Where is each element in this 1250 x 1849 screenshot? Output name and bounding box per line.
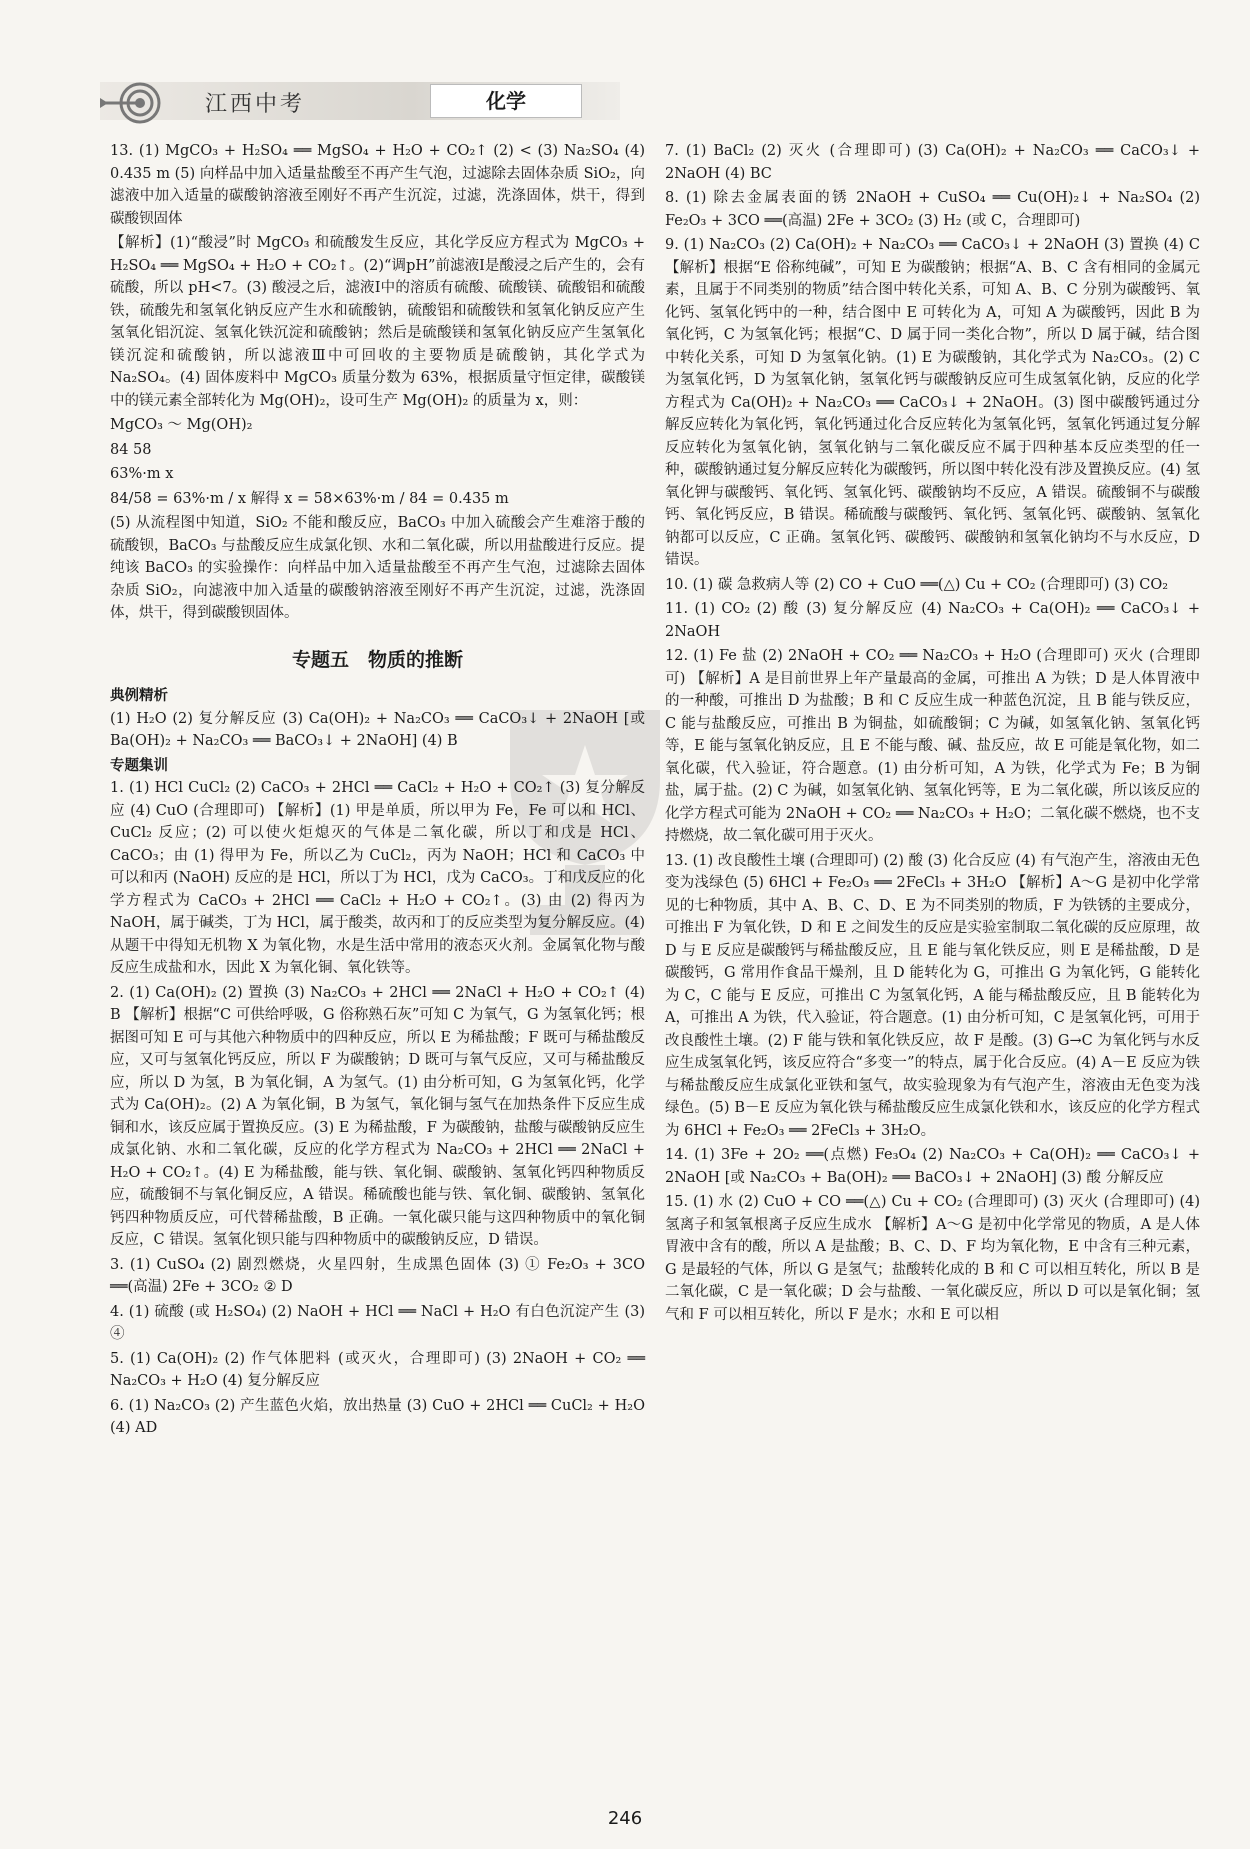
example-answer: (1) H₂O (2) 复分解反应 (3) Ca(OH)₂ + Na₂CO₃ ══ CaCO₃↓ + 2NaOH [或 Ba(OH)₂ + Na₂CO₃ ══ BaCO₃↓ + 2NaOH] (4) B: [110, 710, 645, 749]
answer-9: 9. (1) Na₂CO₃ (2) Ca(OH)₂ + Na₂CO₃ ══ CaCO₃↓ + 2NaOH (3) 置换 (4) C 【解析】根据“E 俗称纯碱”，可知 E 为碳酸钠；根据“A、B、C 含有相同的金属元素，且属于不同类别的物质”结合图中转化关系，可知 A、B、C 分别为碳酸钙、氧化钙、氢氧化钙中的一种，结合图中 E 可转化为 A，可知 A 为碳酸钙，因此 B 为氧化钙，C 为氢氧化钙；根据“C、D 属于同一类化合物”，所以 D 属于碱，结合图中转化关系，可知 D 为氢氧化钠。(1) E 为碳酸钠，其化学式为 Na₂CO₃。(2) C 为氢氧化钙，D 为氢氧化钠，氢氧化钙与碳酸钠反应可生成氢氧化钠，反应的化学方程式为 Ca(OH)₂ + Na₂CO₃ ══ CaCO₃↓ + 2NaOH。(3) 图中碳酸钙通过分解反应转化为氧化钙，氧化钙通过化合反应转化为氢氧化钙，氢氧化钙通过复分解反应转化为氢氧化钠，氢氧化钠与二氧化碳反应不属于四种基本反应类型的任一种，碳酸钠通过复分解反应转化为碳酸钙，所以图中转化没有涉及置换反应。(4) 氢氧化钾与碳酸钙、氧化钙、氢氧化钙、碳酸钠均不反应，A 错误。硫酸铜不与碳酸钙、氧化钙反应，B 错误。稀硫酸与碳酸钙、氧化钙、氢氧化钙、碳酸钠、氢氧化钠都可以反应，C 正确。氢氧化钙、碳酸钙、碳酸钠和氢氧化钠均不与水反应，D 错误。: [665, 237, 1200, 568]
training-heading: 专题集训: [110, 757, 168, 774]
answer-13-right: 13. (1) 改良酸性土壤 (合理即可) (2) 酸 (3) 化合反应 (4) 有气泡产生，溶液由无色变为浅绿色 (5) 6HCl + Fe₂O₃ ══ 2FeCl₃ + 3H₂O 【解析】A～G 是初中化学常见的七种物质，其中 A、B、C、D、E 为不同类别的物质，F 为铁锈的主要成分，可推出 F 为氧化铁，D 和 E 之间发生的反应是实验室制取二氧化碳的反应原理，故 D 与 E 反应是碳酸钙与稀盐酸反应，且 E 能与氧化铁反应，则 E 是稀盐酸，D 是碳酸钙，G 常用作食品干燥剂，且 D 能转化为 G，可推出 G 为氧化钙，G 能转化为 C，C 能与 E 反应，可推出 C 为氢氧化钙，A 能与稀盐酸反应，且 B 能转化为 A，可推出 A 为铁，代入验证，符合题意。(1) 由分析可知，C 是氢氧化钙，可用于改良酸性土壤。(2) F 能与铁和氧化铁反应，故 F 是酸。(3) G→C 为氧化钙与水反应生成氢氧化钙，该反应符合“多变一”的特点，属于化合反应。(4) A－E 反应为铁与稀盐酸反应生成氯化亚铁和氢气，故实验现象为有气泡产生，溶液由无色变为浅绿色。(5) B－E 反应为氧化铁与稀盐酸反应生成氯化铁和水，该反应的化学方程式为 6HCl + Fe₂O₃ ══ 2FeCl₃ + 3H₂O。: [665, 852, 1201, 1139]
calc-line-1: MgCO₃ ～ Mg(OH)₂: [110, 417, 253, 433]
answer-13-part5: (5) 从流程图中知道，SiO₂ 不能和酸反应，BaCO₃ 中加入硫酸会产生难溶于酸的硫酸钡，BaCO₃ 与盐酸反应生成氯化钡、水和二氧化碳，所以用盐酸进行反应。提纯该 BaCO₃ 的实验操作：向样品中加入适量盐酸至不再产生气泡，过滤除去固体杂质 SiO₂，向滤液中加入适量的碳酸钠溶液至刚好不再产生沉淀，过滤，洗涤固体，烘干，得到碳酸钡固体。: [110, 515, 645, 621]
answer-12: 12. (1) Fe 盐 (2) 2NaOH + CO₂ ══ Na₂CO₃ + H₂O (合理即可) 灭火 (合理即可) 【解析】A 是目前世界上年产量最高的金属，可推出 A 为铁；D 是人体胃液中的一种酸，可推出 D 为盐酸；B 和 C 反应生成一种蓝色沉淀，且 B 能与铁反应，C 能与盐酸反应，可推出 B 为铜盐，如硫酸铜；C 为碱，如氢氧化钠、氢氧化钙等，E 能与氢氧化钠反应，且 E 不能与酸、碱、盐反应，故 E 可能是氧化物，如二氧化碳，代入验证，符合题意。(1) 由分析可知，A 为铁，化学式为 Fe；B 为铜盐，属于盐。(2) C 为碱，如氢氧化钠、氢氧化钙等，E 为二氧化碳，所以该反应的化学方程式可能为 2NaOH + CO₂ ══ Na₂CO₃ + H₂O；二氧化碳不燃烧，也不支持燃烧，故二氧化碳可用于灭火。: [665, 648, 1200, 844]
training-6: 6. (1) Na₂CO₃ (2) 产生蓝色火焰，放出热量 (3) CuO + 2HCl ══ CuCl₂ + H₂O (4) AD: [110, 1397, 645, 1436]
calc-line-3: 63%·m x: [110, 466, 174, 482]
training-3: 3. (1) CuSO₄ (2) 剧烈燃烧，火星四射，生成黑色固体 (3) ① Fe₂O₃ + 3CO ══(高温) 2Fe + 3CO₂ ② D: [110, 1256, 645, 1295]
page-number: 246: [607, 1808, 643, 1829]
subject-label: 化学: [430, 84, 582, 118]
section-title: 专题五 物质的推断: [291, 648, 463, 671]
book-title: 江西中考: [205, 92, 306, 117]
training-4: 4. (1) 硫酸 (或 H₂SO₄) (2) NaOH + HCl ══ NaCl + H₂O 有白色沉淀产生 (3) ④: [110, 1303, 645, 1342]
right-column: [665, 140, 1200, 1328]
training-2: 2. (1) Ca(OH)₂ (2) 置换 (3) Na₂CO₃ + 2HCl ══ 2NaCl + H₂O + CO₂↑ (4) B 【解析】根据“C 可供给呼吸，G 俗称熟石灰”可知 C 为氧气，G 为氢氧化钙；根据图可知 E 可与其他六种物质中的四种反应，所以 E 为稀盐酸；F 既可与稀盐酸反应，又可与氢氧化钙反应，所以 F 为碳酸钠；D 既可与氧气反应，又可与稀盐酸反应，所以 D 为氢，B 为氧化铜，A 为氢气。(1) 由分析可知，G 为氢氧化钙，化学式为 Ca(OH)₂。(2) A 为氧化铜，B 为氢气，氧化铜与氢气在加热条件下反应生成铜和水，该反应属于置换反应。(3) E 为稀盐酸，F 为碳酸钠，盐酸与碳酸钠反应生成氯化钠、水和二氧化碳，反应的化学方程式为 Na₂CO₃ + 2HCl ══ 2NaCl + H₂O + CO₂↑。(4) E 为稀盐酸，能与铁、氧化铜、碳酸钠、氢氧化钙四种物质反应，硫酸铜不与氧化铜反应，A 错误。稀硫酸也能与铁、氧化铜、碳酸钠、氢氧化钙四种物质反应，可代替稀盐酸，B 正确。一氧化碳只能与这四种物质中的氧化铜反应，C 错误。氢氧化钡只能与四种物质中的碳酸钠反应，D 错误。: [110, 984, 645, 1248]
left-column: [110, 140, 645, 1442]
calc-line-2: 84 58: [110, 441, 152, 458]
calc-line-4: 84/58 = 63%·m / x 解得 x = 58×63%·m / 84 = 0.435 m: [110, 490, 509, 507]
answer-7: 7. (1) BaCl₂ (2) 灭火 (合理即可) (3) Ca(OH)₂ + Na₂CO₃ ══ CaCO₃↓ + 2NaOH (4) BC: [665, 143, 1200, 182]
answer-15: 15. (1) 水 (2) CuO + CO ══(△) Cu + CO₂ (合理即可) (3) 灭火 (合理即可) (4) 氢离子和氢氧根离子反应生成水 【解析】A～G 是初中化学常见的物质，A 是人体胃液中含有的酸，所以 A 是盐酸；B、C、D、F 均为氧化物，E 中含有三种元素，G 是最轻的气体，所以 G 是氢气；盐酸转化成的 B 和 C 可以相互转化，所以 B 是二氧化碳，C 是一氧化碳；D 会与盐酸、一氧化碳反应，所以 D 可以是氧化铜；氢气和 F 可以相互转化，所以 F 是水；水和 E 可以相: [665, 1194, 1200, 1323]
answer-13-analysis: 【解析】(1)“酸浸”时 MgCO₃ 和硫酸发生反应，其化学反应方程式为 MgCO₃ + H₂SO₄ ══ MgSO₄ + H₂O + CO₂↑。(2)“调pH”前滤液Ⅰ是酸浸之后产生的，会有硫酸，所以 pH<7。(3) 酸浸之后，滤液Ⅰ中的溶质有硫酸、硫酸镁、硫酸铝和硫酸铁，硫酸先和氢氧化钠反应产生水和硫酸钠，硫酸铝和硫酸铁和氢氧化钠反应产生氢氧化铝沉淀、氢氧化铁沉淀和硫酸钠；然后是硫酸镁和氢氧化钠反应产生氢氧化镁沉淀和硫酸钠，所以滤液Ⅲ中可回收的主要物质是硫酸钠，其化学式为 Na₂SO₄。(4) 固体废料中 MgCO₃ 质量分数为 63%，根据质量守恒定律，碳酸镁中的镁元素全部转化为 Mg(OH)₂，设可生产 Mg(OH)₂ 的质量为 x，则：: [110, 235, 645, 409]
answer-13: 13. (1) MgCO₃ + H₂SO₄ ══ MgSO₄ + H₂O + CO₂↑ (2) < (3) Na₂SO₄ (4) 0.435 m (5) 向样品中加入适量盐酸至不再产生气泡，过滤除去固体杂质 SiO₂，向滤液中加入适量的碳酸钠溶液至刚好不再产生沉淀，过滤，洗涤固体，烘干，得到碳酸钡固体: [110, 143, 645, 227]
target-logo-icon: [100, 82, 180, 124]
answer-11: 11. (1) CO₂ (2) 酸 (3) 复分解反应 (4) Na₂CO₃ + Ca(OH)₂ ══ CaCO₃↓ + 2NaOH: [665, 601, 1200, 640]
answer-14: 14. (1) 3Fe + 2O₂ ══(点燃) Fe₃O₄ (2) Na₂CO₃ + Ca(OH)₂ ══ CaCO₃↓ + 2NaOH [或 Na₂CO₃ + Ba(OH)₂ ══ BaCO₃↓ + 2NaOH] (3) 酸 分解反应: [665, 1147, 1200, 1186]
training-5: 5. (1) Ca(OH)₂ (2) 作气体肥料 (或灭火，合理即可) (3) 2NaOH + CO₂ ══ Na₂CO₃ + H₂O (4) 复分解反应: [110, 1350, 645, 1389]
answer-10: 10. (1) 碳 急救病人等 (2) CO + CuO ══(△) Cu + CO₂ (合理即可) (3) CO₂: [665, 576, 1169, 593]
example-heading: 典例精析: [110, 688, 168, 704]
answer-8: 8. (1) 除去金属表面的锈 2NaOH + CuSO₄ ══ Cu(OH)₂↓ + Na₂SO₄ (2) Fe₂O₃ + 3CO ══(高温) 2Fe + 3CO₂ (3) H₂ (或 C，合理即可): [665, 190, 1200, 229]
training-1: 1. (1) HCl CuCl₂ (2) CaCO₃ + 2HCl ══ CaCl₂ + H₂O + CO₂↑ (3) 复分解反应 (4) CuO (合理即可) 【解析】(1) 甲是单质，所以甲为 Fe，Fe 可以和 HCl、CuCl₂ 反应；(2) 可以使火炬熄灭的气体是二氧化碳，所以丁和戊是 HCl、CaCO₃；由 (1) 得甲为 Fe，所以乙为 CuCl₂，丙为 NaOH；HCl 和 CaCO₃ 中可以和丙 (NaOH) 反应的是 HCl，所以丁为 HCl，戊为 CaCO₃。丁和戊反应的化学方程式为 CaCO₃ + 2HCl ══ CaCl₂ + H₂O + CO₂↑。(3) 由 (2) 得丙为 NaOH，属于碱类，丁为 HCl，属于酸类，故丙和丁的反应类型为复分解反应。(4) 从题干中得知无机物 X 为氧化物，水是生活中常用的液态灭火剂。金属氧化物与酸反应生成盐和水，因此 X 为氧化铜、氧化铁等。: [110, 780, 645, 976]
